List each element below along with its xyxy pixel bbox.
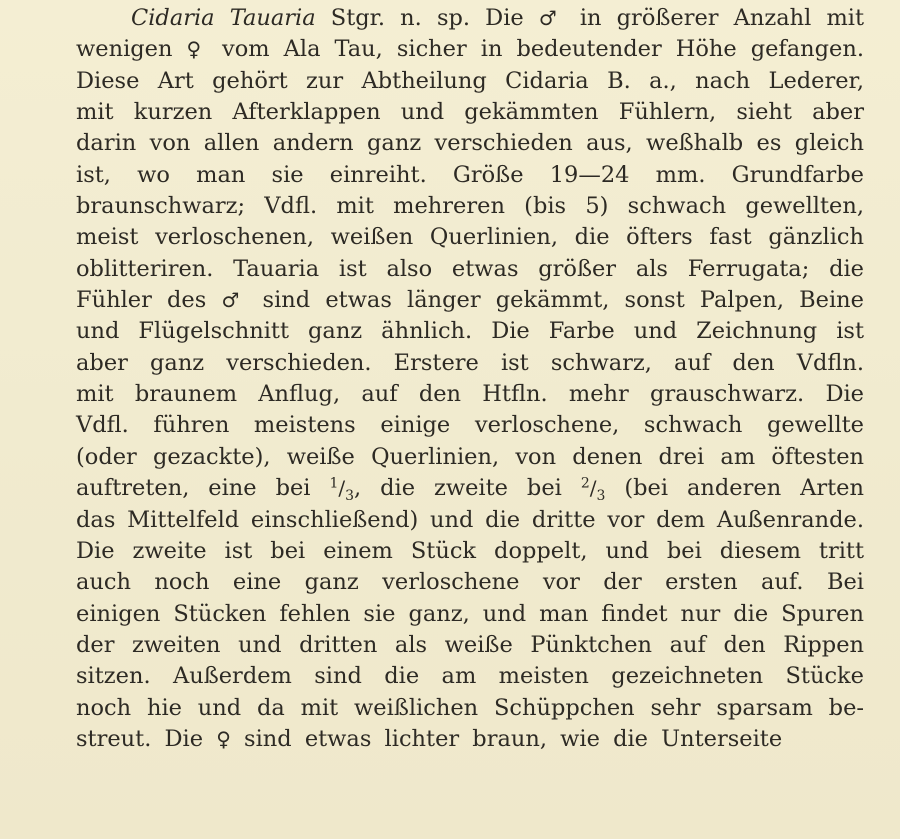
text-line: Cidaria Tauaria Stgr. n. sp. Die ♂ in größerer Anzahl mit	[131, 5, 865, 31]
text-line: einigen Stücken fehlen sie ganz, und man findet nur die Spuren	[76, 600, 864, 627]
text-line: (oder gezackte), weiße Querlinien, von denen drei am öftesten	[76, 443, 864, 470]
text-line: auftreten, eine bei $^1/_3$, die zweite bei $^2/_3$ (bei anderen Arten	[76, 475, 864, 505]
text-line: Vdfl. führen meistens einige verloschene, schwach gewellte	[76, 412, 864, 439]
male-symbol-icon: ♂	[221, 288, 248, 313]
text-line: mit braunem Anflug, auf den Htfln. mehr grauschwarz. Die	[76, 381, 864, 408]
text-line: Die zweite ist bei einem Stück doppelt, und bei diesem tritt	[76, 537, 864, 564]
text-line: aber ganz verschieden. Erstere ist schwarz, auf den Vdfln.	[76, 349, 864, 376]
female-symbol-icon: ♀	[216, 726, 231, 751]
female-symbol-icon: ♀	[186, 37, 209, 62]
male-symbol-icon: ♂	[538, 6, 565, 30]
text-line: braunschwarz; Vdfl. mit mehreren (bis 5) schwach gewellten,	[76, 193, 864, 220]
text-line: Diese Art gehört zur Abtheilung Cidaria B. a., nach Lederer,	[76, 67, 864, 94]
text-line: oblitteriren. Tauaria ist also etwas größer als Ferrugata; die	[76, 255, 864, 282]
text-line: Fühler des ♂ sind etwas länger gekämmt, sonst Palpen, Beine	[76, 287, 864, 314]
body-text	[76, 3, 864, 755]
text-line: mit kurzen Afterklappen und gekämmten Fühlern, sieht aber	[76, 99, 864, 126]
text-line: meist verloschenen, weißen Querlinien, die öfters fast gänzlich	[76, 224, 864, 251]
text-line: darin von allen andern ganz verschieden aus, weßhalb es gleich	[76, 130, 864, 157]
fraction-two-thirds: $^2/_3$	[580, 475, 606, 505]
text-line: und Flügelschnitt ganz ähnlich. Die Farbe und Zeichnung ist	[76, 318, 864, 345]
text-line: streut. Die ♀ sind etwas lichter braun, wie die Unterseite	[76, 725, 783, 752]
text-line: das Mittelfeld einschließend) und die dritte vor dem Außenrande.	[76, 506, 864, 533]
text-line: wenigen ♀ vom Ala Tau, sicher in bedeutender Höhe gefangen.	[76, 36, 865, 63]
fraction-one-third: $^1/_3$	[329, 475, 355, 505]
text-line: noch hie und da mit weißlichen Schüppchen sehr sparsam be-	[76, 694, 864, 721]
species-name: Cidaria Tauaria	[131, 5, 316, 31]
text-line: sitzen. Außerdem sind die am meisten gezeichneten Stücke	[76, 663, 864, 690]
text-line: auch noch eine ganz verloschene vor der ersten auf. Bei	[76, 569, 864, 596]
text-line: ist, wo man sie einreiht. Größe 19—24 mm. Grundfarbe	[76, 161, 864, 188]
text-line: der zweiten und dritten als weiße Pünktchen auf den Rippen	[76, 631, 864, 658]
